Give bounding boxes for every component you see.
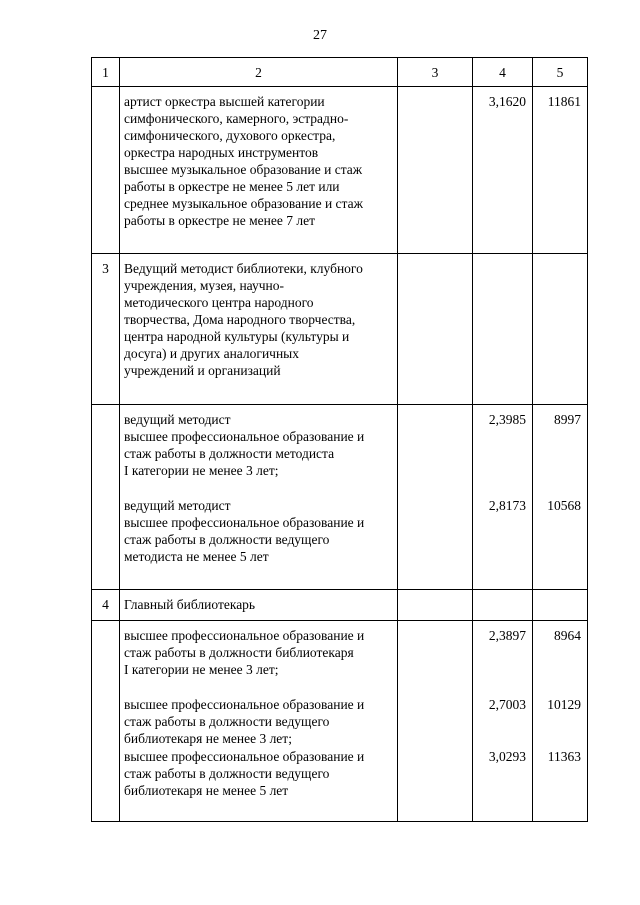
salary-table [91,57,588,822]
salary-value: 10568 [547,498,581,513]
salary-value: 11363 [547,749,581,764]
coefficient-cell [473,254,533,405]
col-3-cell [398,87,473,254]
row-number: 4 [92,590,120,621]
salary-value: 8964 [554,628,581,643]
entry-text: Главный библиотекарь [124,597,256,612]
row-description [120,590,398,621]
coefficient-cell [473,87,533,254]
entry-text: высшее профессиональное образование и стаж работы в должности библиотекаря I категории не менее 3 лет; [124,628,365,677]
salary-value: 11861 [547,94,581,109]
entry-text: высшее профессиональное образование и стаж работы в должности ведущего библиотекаря не менее 3 лет; [124,697,365,746]
salary-cell [533,405,588,590]
row-description [120,254,398,405]
salary-cell [533,621,588,822]
entry-text: артист оркестра высшей категории симфонического, камерного, эстрадно- симфонического, духового оркестра, оркестра народных инструментов высшее музыкальное образование и стаж работы в оркестре не менее 5 лет или среднее музыкальное образование и стаж работы в оркестре не менее 7 лет [124,94,363,228]
salary-value: 10129 [547,697,581,712]
coefficient-value: 2,7003 [488,697,526,712]
header-col-1: 1 [92,58,120,87]
row-description [120,87,398,254]
table-row [92,87,588,254]
salary-cell [533,590,588,621]
header-col-2: 2 [120,58,398,87]
header-col-3: 3 [398,58,473,87]
row-description [120,621,398,822]
salary-value: 8997 [554,412,581,427]
coefficient-value: 3,0293 [488,749,526,764]
coefficient-value: 2,3897 [488,628,526,643]
col-3-cell [398,621,473,822]
entry-text: Ведущий методист библиотеки, клубного учреждения, музея, научно- методического центра народного творчества, Дома народного творчества, центра народной культуры (культуры и досуга) и других аналогичных учреждений и организаций [124,261,363,378]
coefficient-value: 2,3985 [488,412,526,427]
row-number: 3 [92,254,120,405]
row-number [92,405,120,590]
header-col-5: 5 [533,58,588,87]
col-3-cell [398,405,473,590]
table-row [92,254,588,405]
coefficient-cell [473,590,533,621]
salary-cell [533,87,588,254]
salary-cell [533,254,588,405]
coefficient-cell [473,405,533,590]
entry-text: высшее профессиональное образование и стаж работы в должности ведущего библиотекаря не менее 5 лет [124,749,365,798]
coefficient-value: 2,8173 [488,498,526,513]
row-number [92,87,120,254]
page-number: 27 [313,28,327,43]
table-row [92,590,588,621]
table-row [92,621,588,822]
entry-text: ведущий методист высшее профессиональное образование и стаж работы в должности ведущего методиста не менее 5 лет [124,498,365,564]
entry-text: ведущий методист высшее профессиональное образование и стаж работы в должности методиста I категории не менее 3 лет; [124,412,365,478]
col-3-cell [398,590,473,621]
coefficient-cell [473,621,533,822]
col-3-cell [398,254,473,405]
header-col-4: 4 [473,58,533,87]
coefficient-value: 3,1620 [488,94,526,109]
row-description [120,405,398,590]
table-row [92,405,588,590]
row-number [92,621,120,822]
table-header-row [92,58,588,87]
